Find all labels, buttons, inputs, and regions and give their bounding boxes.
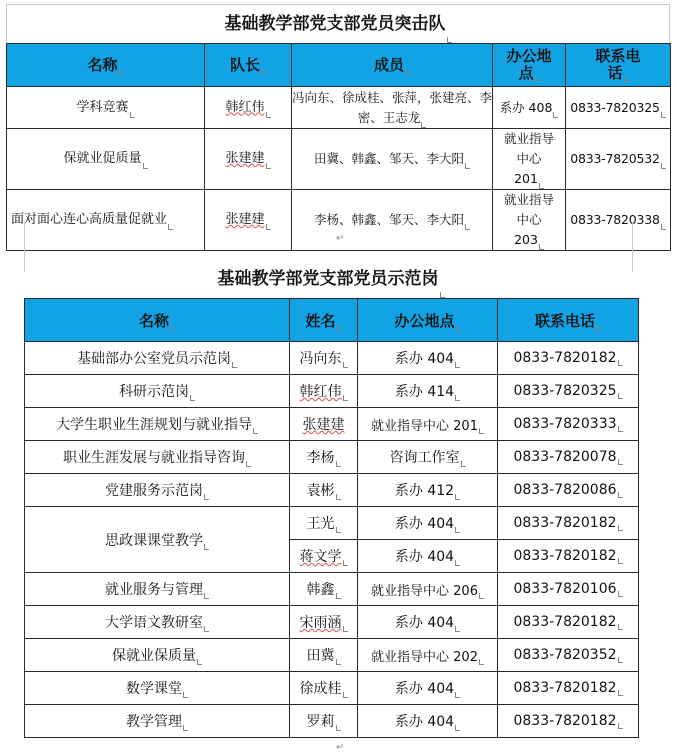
cell-name: 大学生职业生涯规划与就业指导	[25, 408, 290, 441]
cell-office: 咨询工作室	[358, 441, 498, 474]
header-phone: 联系电话	[566, 44, 671, 87]
cell-name: 数学课堂	[25, 672, 290, 705]
cell-person: 徐成桂	[290, 672, 358, 705]
cell-name: 保就业保质量	[25, 639, 290, 672]
cell-person: 韩红伟	[290, 375, 358, 408]
cell-office: 系办 414	[358, 375, 498, 408]
cell-name: 学科竞赛	[7, 87, 205, 129]
header-person: 姓名	[290, 299, 358, 342]
header-row	[25, 299, 639, 342]
cell-phone: 0833-7820182	[498, 342, 639, 375]
cell-name: 思政课课堂教学	[25, 507, 290, 573]
cell-office: 系办 404	[358, 606, 498, 639]
cell-office: 就业指导中心 203	[493, 190, 566, 251]
table-row	[25, 606, 639, 639]
cell-office: 就业指导中心 202	[358, 639, 498, 672]
header-leader: 队长	[205, 44, 292, 87]
cell-name: 科研示范岗	[25, 375, 290, 408]
cell-phone: 0833-7820086	[498, 474, 639, 507]
cell-person: 韩鑫	[290, 573, 358, 606]
cell-members: 冯向东、徐成桂、张萍，张建亮、李密、王志龙	[292, 87, 493, 129]
table-row	[25, 441, 639, 474]
model-post-table	[24, 298, 639, 738]
cell-phone: 0833-7820182	[498, 540, 639, 573]
header-name: 名称	[7, 44, 205, 87]
cell-person: 蒋文学	[290, 540, 358, 573]
cell-person: 李杨	[290, 441, 358, 474]
cell-phone: 0833-7820182	[498, 705, 639, 738]
cell-phone: 0833-7820182	[498, 672, 639, 705]
cell-name: 大学语文教研室	[25, 606, 290, 639]
cell-office: 系办 404	[358, 507, 498, 540]
cell-phone: 0833-7820338	[566, 190, 671, 251]
header-phone: 联系电话	[498, 299, 639, 342]
cell-person: 袁彬	[290, 474, 358, 507]
header-row	[7, 44, 671, 87]
cell-phone: 0833-7820325	[566, 87, 671, 129]
header-office: 办公地点	[358, 299, 498, 342]
table-row	[25, 672, 639, 705]
cell-office: 系办 404	[358, 342, 498, 375]
cell-name: 就业服务与管理	[25, 573, 290, 606]
table-row	[25, 375, 639, 408]
table-row	[25, 507, 639, 540]
cell-phone: 0833-7820352	[498, 639, 639, 672]
cell-office: 系办 408	[493, 87, 566, 129]
cell-office: 就业指导中心 206	[358, 573, 498, 606]
cell-office: 系办 404	[358, 540, 498, 573]
table-row	[25, 573, 639, 606]
cell-name: 面对面心连心高质量促就业	[7, 190, 205, 251]
cell-name: 职业生涯发展与就业指导咨询	[25, 441, 290, 474]
table-row	[7, 87, 671, 129]
table-row	[25, 639, 639, 672]
header-name: 名称	[25, 299, 290, 342]
cell-members: 田冀、韩鑫、邹天、李大阳	[292, 129, 493, 190]
table-row	[25, 474, 639, 507]
table-row	[25, 705, 639, 738]
assault-team-section	[6, 4, 670, 251]
cell-name: 党建服务示范岗	[25, 474, 290, 507]
cell-phone: 0833-7820182	[498, 606, 639, 639]
cell-phone: 0833-7820182	[498, 507, 639, 540]
model-post-title: 基础教学部党支部党员示范岗	[24, 260, 638, 298]
cell-name: 保就业促质量	[7, 129, 205, 190]
cell-phone: 0833-7820325	[498, 375, 639, 408]
cell-phone: 0833-7820078	[498, 441, 639, 474]
cell-leader: 张建建	[205, 190, 292, 251]
cell-office: 系办 404	[358, 705, 498, 738]
cell-members: 李杨、韩鑫、邹天、李大阳	[292, 190, 493, 251]
table-row	[25, 408, 639, 441]
cell-office: 系办 404	[358, 672, 498, 705]
table-row	[25, 342, 639, 375]
assault-team-title: 基础教学部党支部党员突击队	[6, 4, 670, 43]
table-row	[7, 129, 671, 190]
cell-person: 张建建	[290, 408, 358, 441]
cell-office: 系办 412	[358, 474, 498, 507]
cell-person: 宋雨涵	[290, 606, 358, 639]
cell-person: 罗莉	[290, 705, 358, 738]
cell-name: 教学管理	[25, 705, 290, 738]
cell-office: 就业指导中心 201	[493, 129, 566, 190]
header-members: 成员	[292, 44, 493, 87]
cell-phone: 0833-7820532	[566, 129, 671, 190]
cell-phone: 0833-7820106	[498, 573, 639, 606]
assault-team-table	[6, 43, 671, 251]
paragraph-mark-icon: ↵	[336, 742, 345, 753]
cell-leader: 张建建	[205, 129, 292, 190]
cell-person: 王光	[290, 507, 358, 540]
cell-person: 田冀	[290, 639, 358, 672]
cell-person: 冯向东	[290, 342, 358, 375]
paragraph-mark-icon: ↵	[336, 233, 345, 244]
cell-leader: 韩红伟	[205, 87, 292, 129]
cell-phone: 0833-7820333	[498, 408, 639, 441]
cell-office: 就业指导中心 201	[358, 408, 498, 441]
header-office: 办公地点	[493, 44, 566, 87]
cell-name: 基础部办公室党员示范岗	[25, 342, 290, 375]
